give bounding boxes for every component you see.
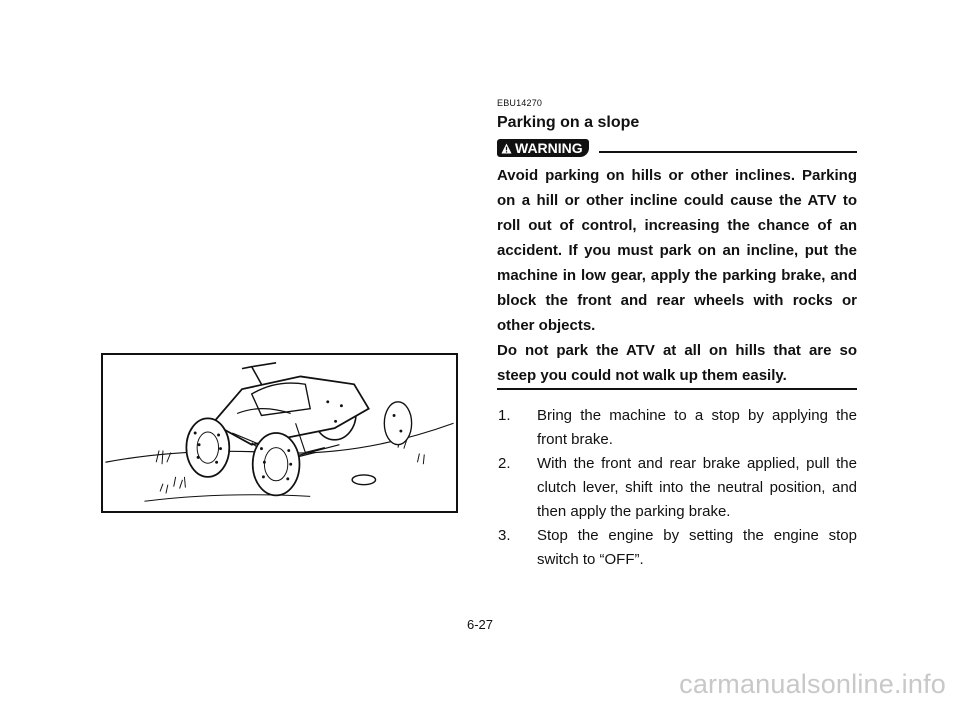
atv-on-slope-illustration bbox=[101, 353, 458, 513]
warning-rule bbox=[599, 151, 857, 153]
step-text: With the front and rear brake applied, pull the clutch lever, shift into the neutral position, and then apply the parking brake. bbox=[537, 455, 857, 520]
list-item bbox=[497, 404, 857, 452]
warning-paragraph-1: Avoid parking on hills or other inclines. Parking on a hill or other incline could cause the ATV to roll out of control, increasing the chance of an accident. If you must park on an incline, put the machine in low gear, apply the parking brake, and block the front and rear wheels with rocks or other objects. bbox=[497, 167, 857, 334]
step-number: 1. bbox=[498, 407, 511, 424]
steps-list bbox=[497, 404, 857, 572]
step-number: 3. bbox=[498, 527, 511, 544]
watermark: carmanualsonline.info bbox=[679, 669, 946, 699]
warning-paragraph-2: Do not park the ATV at all on hills that are so steep you could not walk up them easily. bbox=[497, 342, 857, 384]
list-item bbox=[497, 452, 857, 524]
page-number: 6-27 bbox=[466, 617, 494, 632]
step-text: Stop the engine by setting the engine stop switch to “OFF”. bbox=[537, 527, 857, 568]
warning-end-rule bbox=[497, 388, 857, 390]
text-column bbox=[497, 98, 857, 572]
atv-drawing bbox=[103, 355, 456, 511]
section-heading: Parking on a slope bbox=[497, 114, 640, 131]
step-number: 2. bbox=[498, 455, 511, 472]
warning-label: WARNING bbox=[515, 140, 583, 156]
warning-badge bbox=[497, 139, 589, 157]
list-item bbox=[497, 524, 857, 572]
warning-triangle-icon bbox=[501, 143, 512, 154]
step-text: Bring the machine to a stop by applying the front brake. bbox=[537, 407, 857, 448]
warning-header bbox=[497, 137, 857, 159]
section-code: EBU14270 bbox=[497, 98, 543, 108]
